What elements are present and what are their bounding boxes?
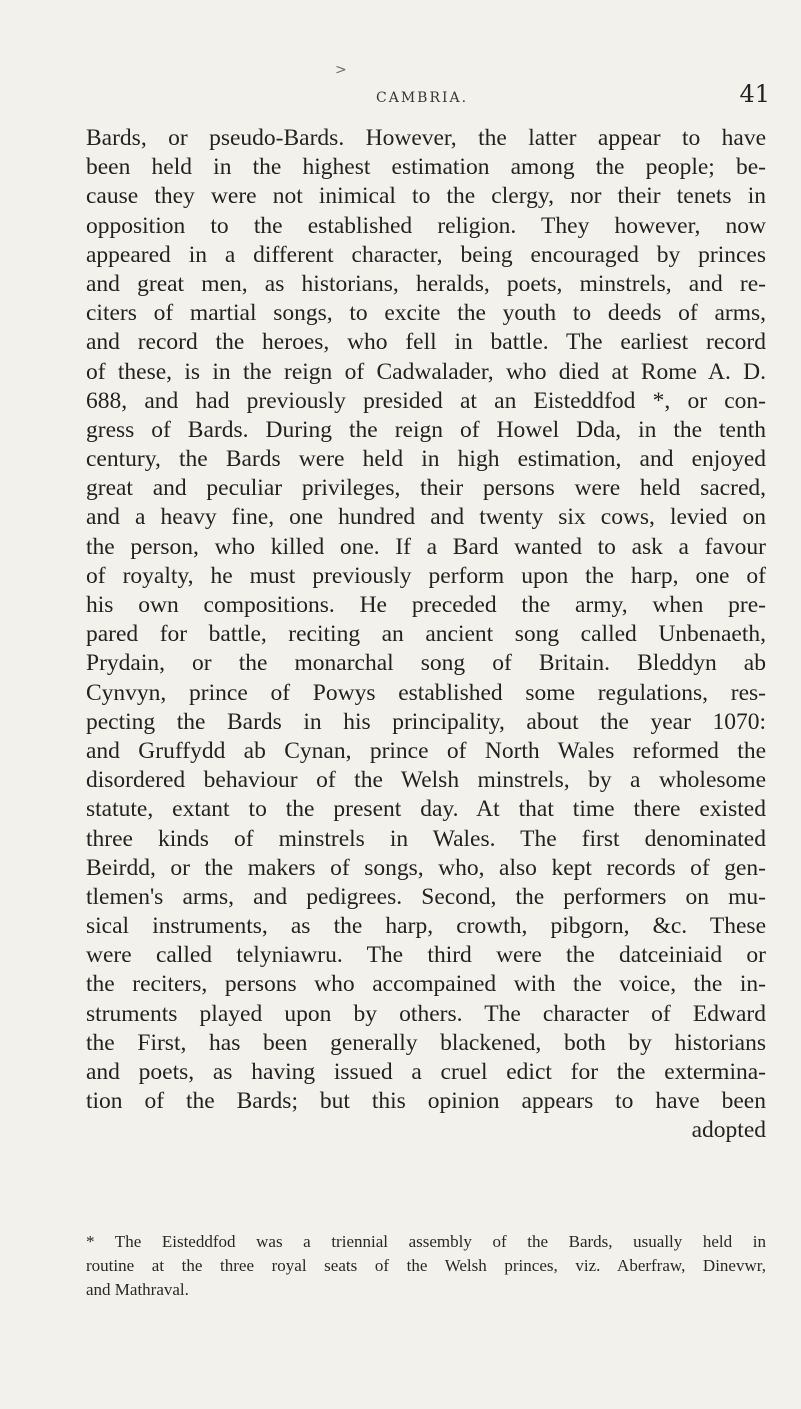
text-line: sical instruments, as the harp, crowth, pibgorn, &c. These bbox=[86, 913, 766, 940]
text-line: appeared in a different character, being encouraged by princes bbox=[86, 241, 766, 268]
text-line: of these, is in the reign of Cadwalader, who died at Rome A. D. bbox=[86, 358, 766, 385]
catchword: adopted bbox=[691, 1117, 766, 1144]
text-line: Cynvyn, prince of Powys established some regulations, res- bbox=[86, 679, 766, 706]
text-line: and record the heroes, who fell in battle. The earliest record bbox=[86, 329, 766, 356]
text-line: cause they were not inimical to the clergy, nor their tenets in bbox=[86, 183, 766, 210]
text-line: been held in the highest estimation among the people; be- bbox=[86, 154, 766, 181]
text-line: and a heavy fine, one hundred and twenty six cows, levied on bbox=[86, 504, 766, 531]
running-head: CAMBRIA. bbox=[376, 90, 469, 106]
text-line: gress of Bards. During the reign of Howel Dda, in the tenth bbox=[86, 416, 766, 443]
text-line: 688, and had previously presided at an Eisteddfod *, or con- bbox=[86, 387, 766, 414]
footnote-line: * The Eisteddfod was a triennial assembly of the Bards, usually held in bbox=[86, 1232, 766, 1251]
text-line: and great men, as historians, heralds, poets, minstrels, and re- bbox=[86, 270, 766, 297]
footnote bbox=[86, 1230, 766, 1302]
body-text bbox=[86, 124, 766, 1146]
footnote-line: routine at the three royal seats of the Welsh princes, viz. Aberfraw, Dinevwr, bbox=[86, 1256, 766, 1275]
text-line: the First, has been generally blackened, both by historians bbox=[86, 1029, 766, 1056]
text-line: opposition to the established religion. They however, now bbox=[86, 212, 766, 239]
text-line: and poets, as having issued a cruel edict for the extermina- bbox=[86, 1059, 766, 1085]
text-line: of royalty, he must previously perform upon the harp, one of bbox=[86, 562, 766, 589]
page-header bbox=[80, 80, 770, 120]
text-line: the person, who killed one. If a Bard wanted to ask a favour bbox=[86, 533, 766, 560]
text-line: pecting the Bards in his principality, about the year 1070: bbox=[86, 708, 766, 735]
page-number: 41 bbox=[739, 80, 770, 108]
text-line: three kinds of minstrels in Wales. The first denominated bbox=[86, 825, 766, 852]
text-line: and Gruffydd ab Cynan, prince of North Wales reformed the bbox=[86, 737, 766, 764]
text-line: century, the Bards were held in high estimation, and enjoyed bbox=[86, 446, 766, 473]
text-line: pared for battle, reciting an ancient song called Unbenaeth, bbox=[86, 621, 766, 648]
text-line: statute, extant to the present day. At that time there existed bbox=[86, 796, 766, 823]
text-line: struments played upon by others. The character of Edward bbox=[86, 1000, 766, 1027]
text-line: tlemen's arms, and pedigrees. Second, the performers on mu- bbox=[86, 883, 766, 910]
text-line: tion of the Bards; but this opinion appears to have been bbox=[86, 1088, 766, 1115]
text-line: disordered behaviour of the Welsh minstrels, by a wholesome bbox=[86, 767, 766, 794]
text-line: Prydain, or the monarchal song of Britain. Bleddyn ab bbox=[86, 650, 766, 677]
text-line: Bards, or pseudo-Bards. However, the latter appear to have bbox=[86, 125, 766, 151]
text-line: Beirdd, or the makers of songs, who, also kept records of gen- bbox=[86, 854, 766, 881]
footnote-line: and Mathraval. bbox=[86, 1280, 189, 1299]
text-line: great and peculiar privileges, their persons were held sacred, bbox=[86, 475, 766, 502]
text-line: the reciters, persons who accompained with the voice, the in- bbox=[86, 971, 766, 998]
text-line: were called telyniawru. The third were the datceiniaid or bbox=[86, 942, 766, 969]
text-line: his own compositions. He preceded the army, when pre- bbox=[86, 592, 766, 618]
text-line: citers of martial songs, to excite the youth to deeds of arms, bbox=[86, 300, 766, 327]
printer-mark: > bbox=[335, 62, 347, 78]
